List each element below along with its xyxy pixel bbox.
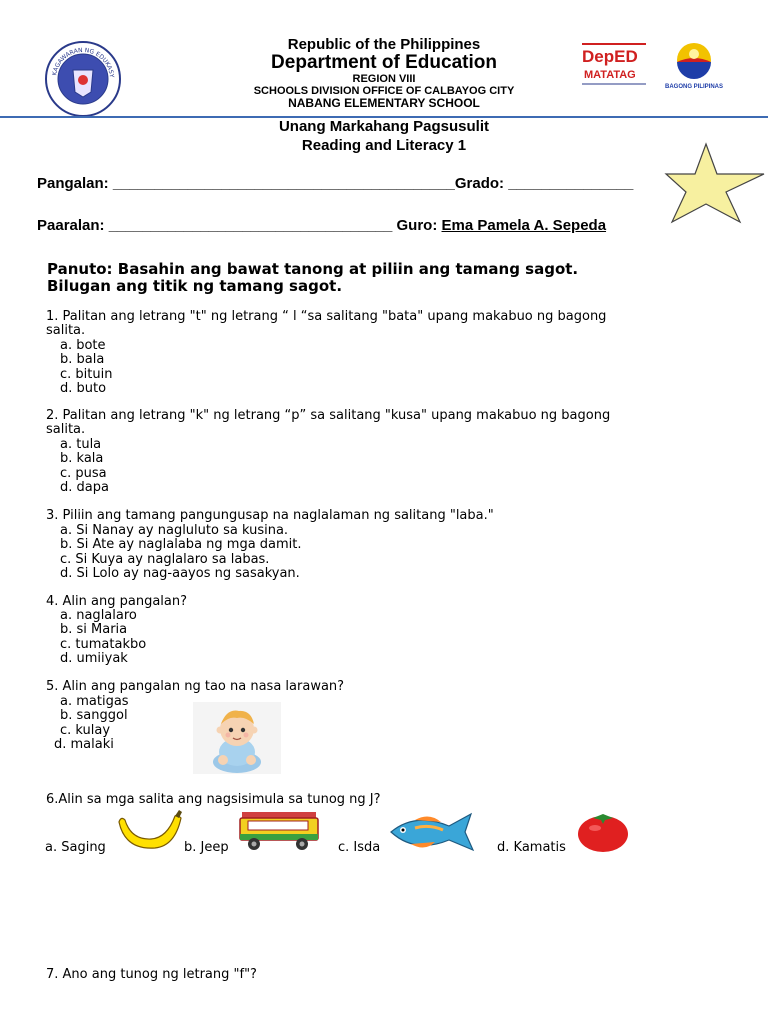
option-a[interactable]: a. matigas: [60, 694, 129, 709]
question-3-options: [60, 524, 302, 581]
option-d[interactable]: d. dapa: [60, 479, 109, 495]
option-a[interactable]: a. Saging: [45, 840, 106, 855]
option-d[interactable]: d. umiiyak: [60, 650, 128, 666]
school-teacher-line: [37, 217, 606, 234]
name-grade-line: Pangalan: _________________________________________Grado: _______________: [37, 175, 634, 192]
option-a[interactable]: a. bote: [60, 338, 106, 353]
option-c[interactable]: c. bituin: [60, 366, 113, 382]
question-1-text: 1. Palitan ang letrang "t" ng letrang “ l “sa salitang "bata" upang makabuo ng bagong: [46, 309, 607, 324]
option-c[interactable]: c. Isda: [338, 840, 381, 855]
deped-logo-text: DepED: [582, 47, 638, 66]
fish-picture: [385, 810, 479, 854]
option-a[interactable]: a. naglalaro: [60, 608, 137, 623]
department-heading: Department of Education: [271, 52, 497, 73]
option-d[interactable]: d. Si Lolo ay nag-aayos ng sasakyan.: [60, 565, 300, 581]
star-icon: [664, 142, 768, 224]
option-a[interactable]: a. Si Nanay ay nagluluto sa kusina.: [60, 523, 289, 538]
question-7-text: 7. Ano ang tunog ng letrang "f"?: [46, 967, 257, 982]
question-1-text-cont: salita.: [46, 323, 86, 339]
question-1: [46, 310, 736, 339]
teacher-name: Ema Pamela A. Sepeda: [441, 217, 607, 234]
tomato-picture: [575, 808, 631, 854]
option-c[interactable]: c. Si Kuya ay naglalaro sa labas.: [60, 551, 270, 567]
school-teacher-label: Paaralan: __________________________________ Guro:: [37, 217, 442, 234]
question-2: [46, 409, 736, 438]
question-5-options: [54, 694, 129, 752]
matatag-text: MATATAG: [584, 69, 636, 81]
deped-matatag-logo: [578, 42, 650, 92]
option-b[interactable]: b. Jeep: [184, 840, 229, 855]
republic-heading: Republic of the Philippines: [287, 36, 481, 53]
jeep-picture: [236, 808, 324, 854]
option-b[interactable]: b. si Maria: [60, 622, 128, 638]
option-b[interactable]: b. Si Ate ay naglalaba ng mga damit.: [60, 537, 302, 553]
instructions-line-1: Panuto: Basahin ang bawat tanong at piliin ang tamang sagot.: [47, 260, 579, 278]
question-6-text: 6.Alin sa mga salita ang nagsisimula sa tunog ng J?: [46, 792, 381, 807]
option-c[interactable]: c. pusa: [60, 465, 107, 481]
option-a[interactable]: a. tula: [60, 437, 102, 452]
exam-title: Unang Markahang Pagsusulit: [278, 118, 490, 135]
instructions: [47, 261, 707, 295]
division-heading: SCHOOLS DIVISION OFFICE OF CALBAYOG CITY: [253, 85, 515, 97]
question-4-options: [60, 609, 146, 666]
option-d[interactable]: d. buto: [60, 380, 107, 396]
option-b[interactable]: b. bala: [60, 352, 105, 368]
question-3-text: 3. Piliin ang tamang pangungusap na naglalaman ng salitang "laba.": [46, 508, 494, 523]
seal-text: KAGAWARAN NG EDUKASY: [51, 46, 115, 78]
instructions-line-2: Bilugan ang titik ng tamang sagot.: [47, 277, 343, 295]
region-heading: REGION VIII: [352, 73, 416, 85]
question-2-options: [60, 438, 109, 495]
option-b[interactable]: b. kala: [60, 451, 104, 467]
deped-seal: [44, 40, 122, 118]
option-c[interactable]: c. tumatakbo: [60, 636, 147, 652]
school-heading: NABANG ELEMENTARY SCHOOL: [288, 96, 480, 110]
subject-title: Reading and Literacy 1: [301, 137, 467, 154]
question-1-options: [60, 339, 112, 396]
option-d[interactable]: d. Kamatis: [497, 840, 566, 855]
question-2-text-cont: salita.: [46, 422, 86, 438]
bagong-pilipinas-text: BAGONG PILIPINAS: [664, 84, 724, 90]
option-b[interactable]: b. sanggol: [60, 708, 128, 724]
option-c[interactable]: c. kulay: [60, 722, 111, 738]
question-2-text: 2. Palitan ang letrang "k" ng letrang “p” sa salitang "kusa" upang makabuo ng bagong: [46, 408, 611, 423]
question-5-text: 5. Alin ang pangalan ng tao na nasa larawan?: [46, 679, 345, 694]
option-d[interactable]: d. malaki: [54, 736, 114, 752]
banana-picture: [115, 808, 183, 854]
question-4-text: 4. Alin ang pangalan?: [46, 594, 188, 609]
bagong-pilipinas-logo: [662, 40, 726, 92]
baby-picture: [193, 702, 281, 774]
